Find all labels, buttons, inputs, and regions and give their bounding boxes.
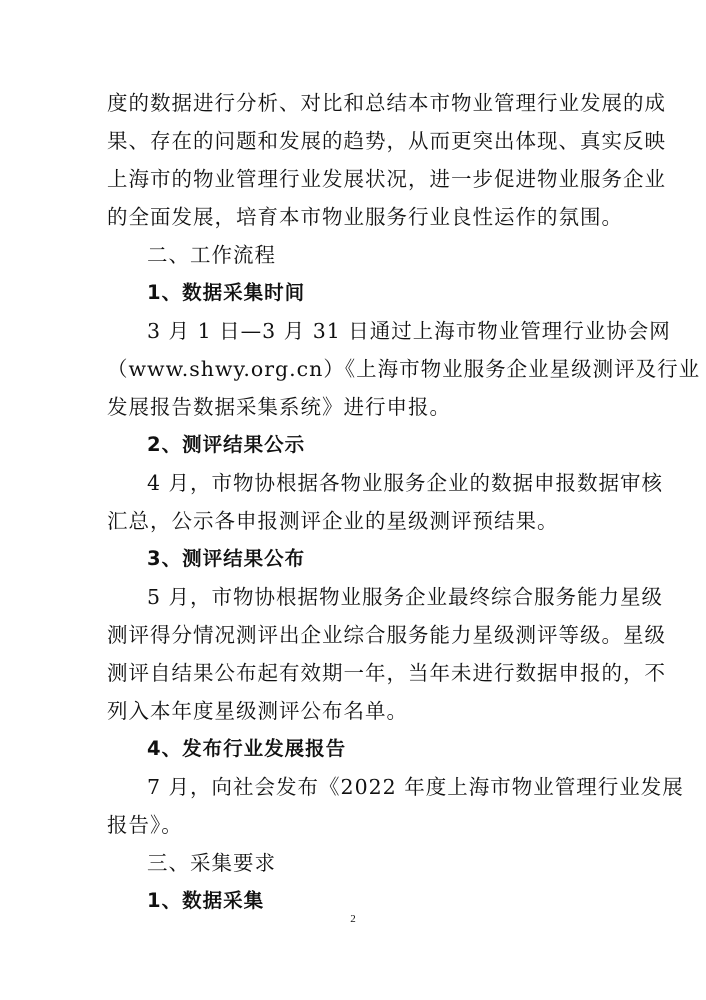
paragraph-line: 发展报告数据采集系统》进行申报。 bbox=[107, 395, 451, 419]
paragraph-line: 上海市的物业管理行业发展状况，进一步促进物业服务企业 bbox=[107, 167, 666, 191]
paragraph-line: 果、存在的问题和发展的趋势，从而更突出体现、真实反映 bbox=[107, 129, 666, 153]
paragraph-line: 报告》。 bbox=[107, 813, 183, 837]
paragraph-line: 的全面发展，培育本市物业服务行业良性运作的氛围。 bbox=[107, 205, 623, 229]
paragraph-line: 列入本年度星级测评公布名单。 bbox=[107, 699, 408, 723]
page-number: 2 bbox=[350, 913, 356, 925]
subsection-heading: 2、测评结果公示 bbox=[147, 433, 306, 456]
subsection-heading: 3、测评结果公布 bbox=[147, 547, 306, 570]
paragraph-line: 5 月，市物协根据物业服务企业最终综合服务能力星级 bbox=[147, 585, 664, 609]
paragraph-line: （www.shwy.org.cn）《上海市物业服务企业星级测评及行业 bbox=[107, 357, 701, 381]
subsection-heading: 1、数据采集 bbox=[147, 889, 265, 912]
subsection-heading: 1、数据采集时间 bbox=[147, 281, 306, 304]
subsection-heading: 4、发布行业发展报告 bbox=[147, 737, 347, 760]
paragraph-line: 7 月，向社会发布《2022 年度上海市物业管理行业发展 bbox=[147, 775, 684, 799]
paragraph-line: 汇总，公示各申报测评企业的星级测评预结果。 bbox=[107, 509, 559, 533]
paragraph-line: 4 月，市物协根据各物业服务企业的数据申报数据审核 bbox=[147, 471, 664, 495]
section-heading: 二、工作流程 bbox=[147, 243, 276, 267]
section-heading: 三、采集要求 bbox=[147, 851, 276, 875]
paragraph-line: 测评得分情况测评出企业综合服务能力星级测评等级。星级 bbox=[107, 623, 666, 647]
paragraph-line: 测评自结果公布起有效期一年，当年未进行数据申报的，不 bbox=[107, 661, 666, 685]
paragraph-line: 3 月 1 日—3 月 31 日通过上海市物业管理行业协会网 bbox=[147, 319, 671, 343]
paragraph-line: 度的数据进行分析、对比和总结本市物业管理行业发展的成 bbox=[107, 91, 666, 115]
